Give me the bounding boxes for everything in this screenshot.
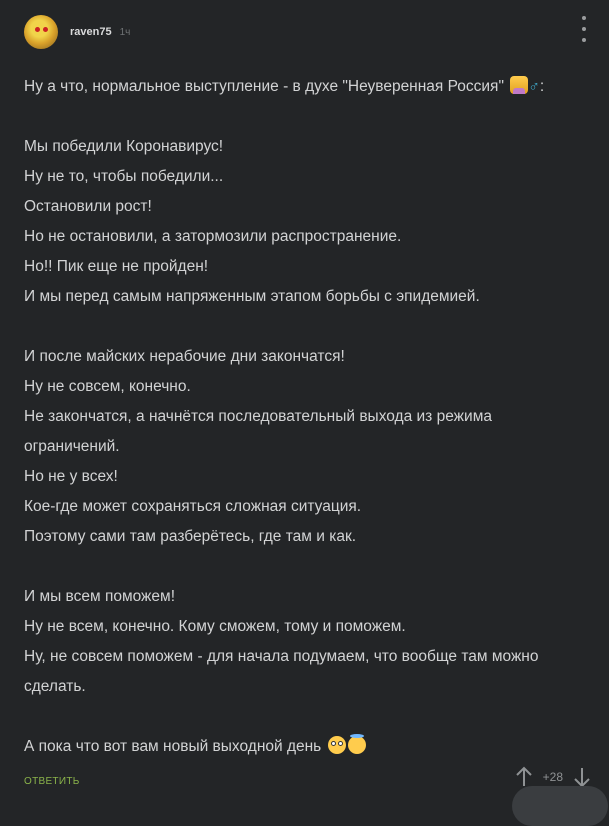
timestamp: 1ч	[119, 26, 131, 38]
comment-line: Поэтому сами там разберётесь, где там и как.	[24, 528, 357, 545]
avatar-eye	[35, 27, 40, 32]
shrug-emoji-icon	[510, 76, 528, 94]
comment-line: Ну не всем, конечно. Кому сможем, тому и поможем.	[24, 618, 406, 635]
score: +28	[542, 770, 563, 784]
arrow-up-icon[interactable]	[515, 766, 533, 788]
avatar-eye	[43, 27, 48, 32]
comment-line: Но!! Пик еще не пройден!	[24, 258, 209, 275]
comment-line: Ну не совсем, конечно.	[24, 378, 191, 395]
comment-line: Но не остановили, а затормозили распространение.	[24, 228, 402, 245]
comment-line: Не закончатся, а начнётся последовательный выхода из режима	[24, 408, 492, 425]
comment-line: Кое-где может сохраняться сложная ситуация.	[24, 498, 362, 515]
comment-line: сделать.	[24, 678, 86, 695]
comment-line: И мы перед самым напряженным этапом борьбы с эпидемией.	[24, 288, 480, 305]
arrow-down-icon[interactable]	[573, 766, 591, 788]
comment-footer	[24, 764, 591, 800]
comment-line: Но не у всех!	[24, 468, 118, 485]
reply-button[interactable]: ОТВЕТИТЬ	[24, 776, 80, 787]
more-vertical-icon[interactable]	[579, 16, 589, 42]
male-sign-icon: ♂	[528, 78, 540, 95]
floating-action-button[interactable]	[512, 786, 608, 826]
comment-line: Ну, не совсем поможем - для начала подумаем, что вообще там можно	[24, 648, 539, 665]
comment-line: А пока что вот вам новый выходной день	[24, 732, 594, 762]
avatar[interactable]	[24, 15, 58, 49]
vote-controls	[515, 766, 591, 788]
rolling-eyes-emoji-icon	[328, 736, 346, 754]
comment-body	[24, 72, 594, 762]
comment-line: Остановили рост!	[24, 198, 152, 215]
comment-line: И мы всем поможем!	[24, 588, 176, 605]
comment-line: Мы победили Коронавирус!	[24, 138, 224, 155]
username[interactable]: raven75	[70, 26, 112, 38]
smiling-halo-emoji-icon	[348, 736, 366, 754]
comment-line: Ну не то, чтобы победили...	[24, 168, 224, 185]
comment-line: Ну а что, нормальное выступление - в духе "Неуверенная Россия" ♂:	[24, 78, 545, 95]
comment-header	[24, 14, 589, 50]
comment-line: И после майских нерабочие дни закончатся!	[24, 348, 345, 365]
comment-line: ограничений.	[24, 438, 120, 455]
